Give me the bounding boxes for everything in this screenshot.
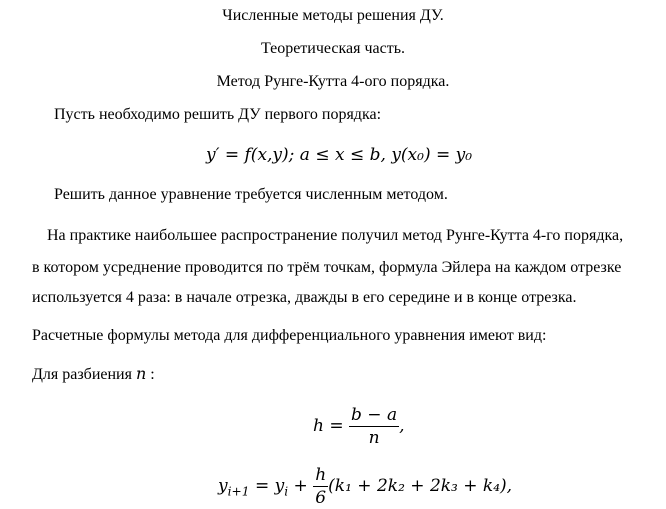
recurrence-fraction [313, 464, 328, 509]
numeric-solution-text: Решить данное уравнение требуется численным методом. [54, 186, 448, 203]
recurrence-numerator: h [315, 465, 327, 485]
paragraph-line-1: На практике наибольшее распространение получил метод Рунге-Кутта 4-го порядка, [47, 227, 624, 244]
partition-colon: : [146, 366, 155, 383]
step-fraction [349, 404, 399, 449]
intro-text: Пусть необходимо решить ДУ первого порядка: [54, 106, 382, 123]
step-formula-lhs: h = [313, 416, 344, 436]
recurrence-denominator: 6 [313, 486, 328, 509]
partition-line [32, 364, 155, 385]
step-numerator: b − a [351, 405, 398, 425]
recurrence-lhs-subscript: i+1 [227, 484, 250, 499]
recurrence-y-subscript: i [284, 484, 289, 499]
formulas-intro: Расчетные формулы метода для дифференциального уравнения имеют вид: [32, 327, 547, 344]
partition-label: Для разбиения [32, 366, 132, 383]
document-title: Численные методы решения ДУ. [222, 7, 444, 24]
section-subtitle: Теоретическая часть. [260, 40, 406, 57]
problem-equation: y′ = f(x,y); a ≤ x ≤ b, y(x₀) = y₀ [206, 145, 473, 165]
method-heading: Метод Рунге-Кутта 4-ого порядка. [216, 73, 450, 90]
recurrence-plus: + [288, 476, 314, 496]
step-formula [313, 404, 405, 449]
recurrence-eq: = y [249, 476, 285, 496]
step-formula-tail: , [399, 416, 405, 436]
paragraph-line-2: в котором усреднение проводится по трём точкам, формула Эйлера на каждом отрезке [32, 259, 622, 276]
recurrence-tail: (k₁ + 2k₂ + 2k₃ + k₄), [328, 476, 513, 496]
step-denominator: n [349, 426, 399, 449]
paragraph-line-3: используется 4 раза: в начале отрезка, дважды в его середине и в конце отрезка. [32, 289, 577, 306]
recurrence-formula [218, 464, 512, 509]
partition-variable: n [135, 364, 147, 383]
recurrence-lhs: y [218, 476, 228, 496]
